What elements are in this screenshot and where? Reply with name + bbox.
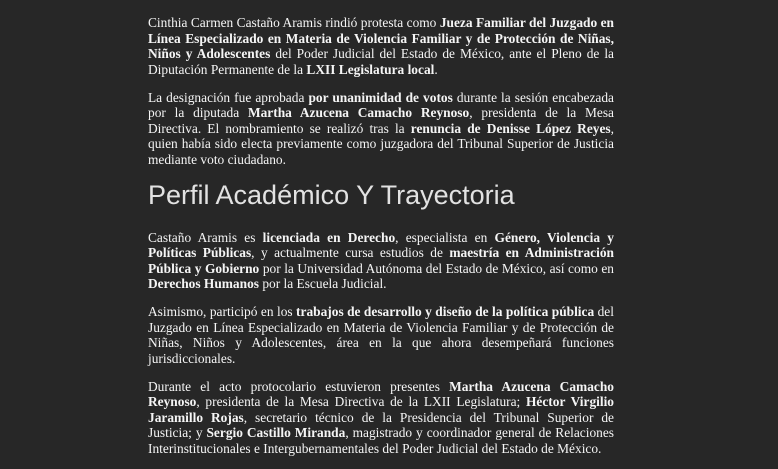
paragraph [148, 90, 614, 168]
text-segment: , secretario técnico de la Presidencia del Tribunal Superior de Justicia; y [148, 409, 615, 440]
article-body [148, 230, 614, 457]
paragraph [148, 379, 614, 457]
article-intro [148, 15, 614, 167]
bold-text-segment: renuncia de Denisse López Reyes [410, 120, 611, 136]
bold-text-segment: maestría en Administración Pública y Gobierno [148, 245, 614, 276]
text-segment: , quien había sido electa previamente como juzgadora del Tribunal Superior de Justicia mediante voto ciudadano. [148, 120, 614, 167]
bold-text-segment: trabajos de desarrollo y diseño de la política pública [296, 304, 595, 319]
bold-text-segment: Derechos Humanos [148, 276, 259, 291]
bold-text-segment: Jueza Familiar del Juzgado en Línea Especializado en Materia de Violencia Familiar y de Protección de Niñas, Niños y Adolescentes [148, 15, 614, 61]
text-segment: , presidenta de la Mesa Directiva. El nombramiento se realizó tras la [148, 105, 615, 136]
text-segment: , y actualmente cursa estudios de [251, 245, 450, 260]
text-segment: , presidenta de la Mesa Directiva de la LXII Legislatura; [196, 394, 526, 409]
text-segment: por la Universidad Autónoma del Estado de México, así como en [259, 260, 614, 276]
section-heading: Perfil Académico Y Trayectoria [148, 179, 515, 210]
text-segment: Cinthia Carmen Castaño Aramis rindió protesta como [148, 15, 440, 30]
bold-text-segment: licenciada en Derecho [262, 229, 396, 245]
text-segment: , magistrado y coordinador general de Relaciones Interinstitucionales e Intergubernamentales del Poder Judicial del Estado de México. [148, 425, 615, 456]
text-segment: Castaño Aramis es [148, 229, 263, 245]
text-segment: durante la sesión encabezada por la diputada [148, 89, 614, 120]
text-segment: La designación fue aprobada [148, 89, 309, 105]
bold-text-segment: Martha Azucena Camacho Reynoso [148, 378, 614, 409]
text-segment: del Juzgado en Línea Especializado en Materia de Violencia Familiar y de Protección de Niñas, Niños y Adolescentes, área en la que ahora desempeñará funciones jurisdiccionales. [148, 304, 614, 366]
text-segment: Durante el acto protocolario estuvieron presentes [148, 378, 450, 394]
text-segment: del Poder Judicial del Estado de México, ante el Pleno de la Diputación Permanente de la [148, 46, 614, 77]
bold-text-segment: Género, Violencia y Políticas Públicas [148, 229, 614, 260]
text-segment: Asimismo, participó en los [148, 304, 297, 319]
text-segment: por la Escuela Judicial. [258, 276, 387, 291]
text-segment: , especialista en [395, 229, 495, 245]
bold-text-segment: por unanimidad de votos [308, 89, 453, 105]
bold-text-segment: Martha Azucena Camacho Reynoso [247, 105, 470, 120]
bold-text-segment: Héctor Virgilio Jaramillo Rojas [148, 394, 614, 425]
bold-text-segment: LXII Legislatura local [306, 61, 435, 77]
paragraph [148, 304, 614, 366]
paragraph [148, 230, 614, 292]
text-segment: . [434, 61, 438, 77]
paragraph [148, 15, 614, 77]
article-content [148, 0, 614, 469]
bold-text-segment: Sergio Castillo Miranda [206, 425, 346, 440]
